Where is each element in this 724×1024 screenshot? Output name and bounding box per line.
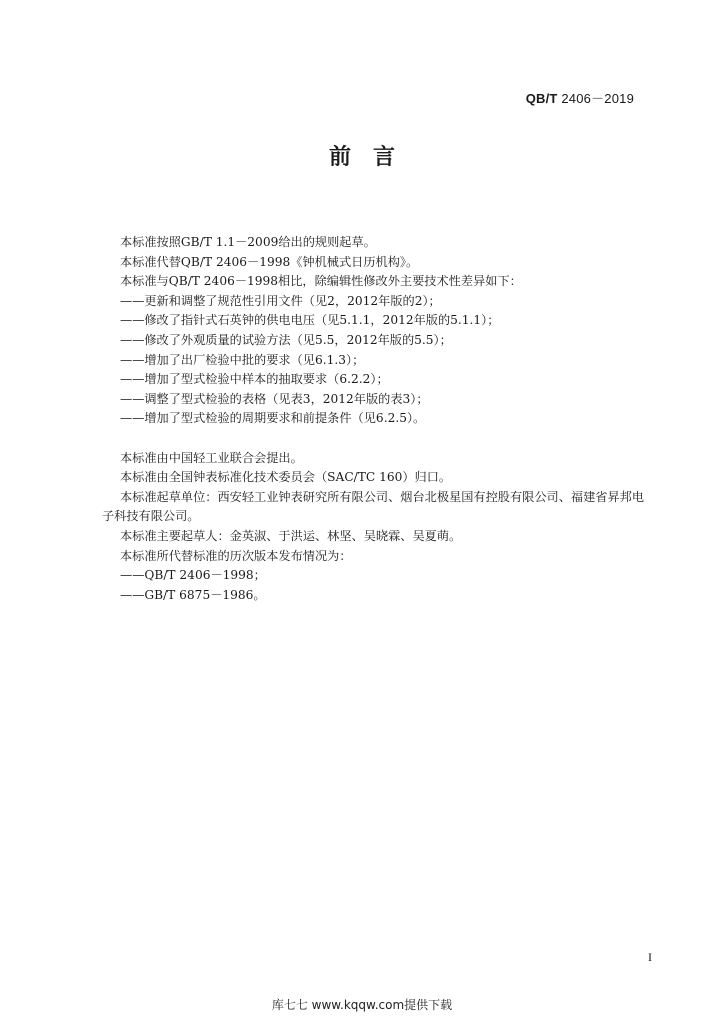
page-title: 前言 xyxy=(328,145,417,170)
paragraph-gap xyxy=(102,429,650,449)
download-footer: 库七七 www.kqqw.com提供下载 xyxy=(271,998,453,1012)
change-item: ——更新和调整了规范性引用文件（见2，2012年版的2）； xyxy=(120,293,441,308)
change-item: ——增加了型式检验的周期要求和前提条件（见6.2.5）。 xyxy=(120,411,426,426)
paragraph-drafting-rules: 本标准按照GB/T 1.1－2009给出的规则起草。 xyxy=(120,235,376,249)
change-item: ——增加了出厂检验中批的要求（见6.1.3）； xyxy=(120,352,365,367)
paragraph-drafting-units: 本标准起草单位：西安轻工业钟表研究所有限公司、烟台北极星国有控股有限公司、福建省昇邦电子科技有限公司。 xyxy=(102,489,645,524)
change-item: ——修改了指针式石英钟的供电电压（见5.1.1，2012年版的5.1.1）； xyxy=(120,313,500,328)
change-item: ——增加了型式检验中样本的抽取要求（6.2.2）； xyxy=(120,372,389,387)
standard-code xyxy=(526,88,634,107)
paragraph-proposed-by: 本标准由中国轻工业联合会提出。 xyxy=(120,450,303,465)
standard-prefix: QB/T xyxy=(525,91,558,106)
paragraph-differences-intro: 本标准与QB/T 2406－1998相比，除编辑性修改外主要技术性差异如下： xyxy=(120,274,522,289)
paragraph-administered-by: 本标准由全国钟表标准化技术委员会（SAC/TC 160）归口。 xyxy=(120,470,452,485)
history-item: ——QB/T 2406－1998； xyxy=(120,568,266,583)
paragraph-drafters: 本标准主要起草人：金英淑、于洪运、林坚、吴晓霖、吴夏萌。 xyxy=(120,528,462,543)
paragraph-replaces: 本标准代替QB/T 2406－1998《钟机械式日历机构》。 xyxy=(120,254,419,269)
paragraph-history-intro: 本标准所代替标准的历次版本发布情况为： xyxy=(120,548,352,563)
change-item: ——修改了外观质量的试验方法（见5.5，2012年版的5.5）； xyxy=(120,332,452,347)
page-number: I xyxy=(648,950,652,964)
standard-number: 2406－2019 xyxy=(557,91,634,106)
history-item: ——GB/T 6875－1986。 xyxy=(120,587,266,602)
foreword-body xyxy=(102,233,650,605)
change-item: ——调整了型式检验的表格（见表3，2012年版的表3）； xyxy=(120,391,429,406)
